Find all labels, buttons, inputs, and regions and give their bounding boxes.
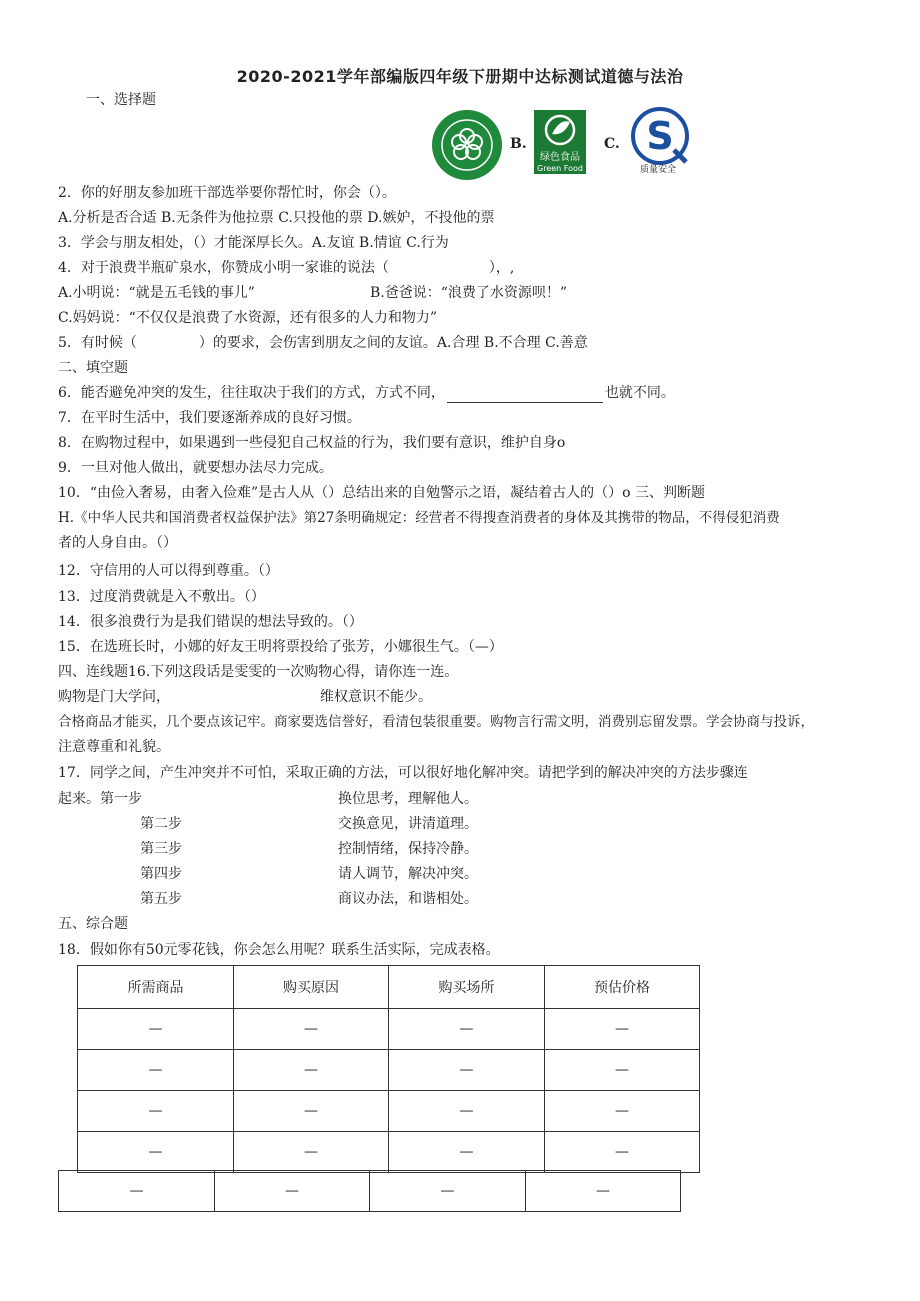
green-food-logo	[534, 110, 586, 174]
match-right: 维权意识不能少。	[320, 689, 432, 705]
table-cell[interactable]: —	[545, 1132, 700, 1173]
table-cell[interactable]: —	[545, 1009, 700, 1050]
table-cell[interactable]: —	[389, 1050, 545, 1091]
table-cell[interactable]: —	[234, 1091, 389, 1132]
question-13: 13．过度消费就是入不敷出。（）	[58, 589, 265, 605]
qs-logo	[630, 106, 690, 166]
question-17-cont: 起来。第一步	[58, 791, 142, 807]
question-17: 17．同学之间，产生冲突并不可怕，采取正确的方法，可以很好地化解冲突。请把学到的解决冲突的方法步骤连	[58, 765, 748, 781]
question-4-option-a: A.小明说：“就是五毛钱的事儿”	[58, 285, 255, 301]
table-cell[interactable]: —	[389, 1009, 545, 1050]
table-row	[59, 1171, 681, 1212]
table-cell[interactable]: —	[78, 1132, 234, 1173]
svg-text:S: S	[646, 114, 674, 158]
table-cell[interactable]: —	[59, 1171, 215, 1212]
question-12: 12．守信用的人可以得到尊重。（）	[58, 563, 279, 579]
question-16: 四、连线题16.下列这段话是雯雯的一次购物心得，请你连一连。	[58, 664, 459, 680]
question-6-text: 6．能否避免冲突的发生，往往取决于我们的方式，方式不同，	[58, 385, 445, 401]
section-comprehensive: 五、综合题	[58, 916, 128, 932]
method-4: 请人调节，解决冲突。	[338, 866, 478, 882]
question-6-end: 也就不同。	[604, 385, 675, 401]
table-row	[78, 1009, 700, 1050]
method-3: 控制情绪，保持冷静。	[338, 841, 478, 857]
question-5-end: ）的要求，会伤害到朋友之间的友谊。A.合理 B.不合理 C.善意	[198, 335, 588, 351]
green-food-en: Green Food	[537, 164, 583, 173]
table-header-reason: 购买原因	[234, 966, 389, 1009]
table-cell[interactable]: —	[78, 1091, 234, 1132]
step-4: 第四步	[140, 866, 182, 882]
question-10: 10．“由俭入奢易，由奢入俭难”是古人从（）总结出来的自勉警示之语，凝结着古人的（）o 三、判断题	[58, 485, 706, 501]
table-cell[interactable]: —	[234, 1050, 389, 1091]
question-4-text: 4．对于浪费半瓶矿泉水，你赞成小明一家谁的说法（	[58, 260, 389, 276]
question-14: 14．很多浪费行为是我们错误的想法导致的。（）	[58, 614, 363, 630]
budget-table-extra	[58, 1170, 681, 1212]
leaf-icon	[534, 110, 586, 148]
question-5-text: 5．有时候（	[58, 335, 137, 351]
method-1: 换位思考，理解他人。	[338, 791, 478, 807]
table-cell[interactable]: —	[234, 1009, 389, 1050]
answer-blank[interactable]	[447, 386, 603, 403]
table-cell[interactable]: —	[78, 1009, 234, 1050]
question-4	[58, 258, 514, 278]
budget-table	[77, 965, 700, 1173]
question-7: 7．在平时生活中，我们要逐渐养成的良好习惯。	[58, 410, 361, 426]
table-cell[interactable]: —	[370, 1171, 526, 1212]
question-18: 18．假如你有50元零花钱，你会怎么用呢？联系生活实际，完成表格。	[58, 942, 500, 958]
option-b-label: B.	[510, 136, 527, 152]
table-cell[interactable]: —	[234, 1132, 389, 1173]
table-cell[interactable]: —	[526, 1171, 681, 1212]
qs-caption: 质量安全	[640, 165, 677, 175]
question-4-option-c: C.妈妈说：“不仅仅是浪费了水资源，还有很多的人力和物力”	[58, 310, 437, 326]
question-11: H.《中华人民共和国消费者权益保护法》第27条明确规定：经营者不得搜查消费者的身体及其携带的物品，不得侵犯消费	[58, 510, 780, 526]
question-6	[58, 383, 675, 403]
section-fill: 二、填空题	[58, 360, 128, 376]
question-11-cont: 者的人身自由。（）	[58, 535, 177, 551]
question-8: 8．在购物过程中，如果遇到一些侵犯自己权益的行为，我们要有意识，维护自身o	[58, 435, 566, 451]
method-5: 商议办法，和谐相处。	[338, 891, 478, 907]
table-header-row	[78, 966, 700, 1009]
question-5	[58, 333, 588, 353]
question-9: 9．一旦对他人做出，就要想办法尽力完成。	[58, 460, 333, 476]
table-header-price: 预估价格	[545, 966, 700, 1009]
green-food-cn: 绿色食品	[540, 152, 580, 163]
table-cell[interactable]: —	[389, 1091, 545, 1132]
table-cell[interactable]: —	[215, 1171, 370, 1212]
table-row	[78, 1050, 700, 1091]
table-header-goods: 所需商品	[78, 966, 234, 1009]
question-2: 2．你的好朋友参加班干部选举要你帮忙时，你会（）。	[58, 185, 396, 201]
page-title: 2020-2021学年部编版四年级下册期中达标测试道德与法治	[236, 67, 684, 86]
table-cell[interactable]: —	[545, 1050, 700, 1091]
table-header-place: 购买场所	[389, 966, 545, 1009]
question-15: 15．在选班长时，小娜的好友王明将票投给了张芳，小娜很生气。（—）	[58, 639, 503, 655]
question-3: 3．学会与朋友相处，（）才能深厚长久。A.友谊 B.情谊 C.行为	[58, 235, 449, 251]
question-16-paragraph-cont: 注意尊重和礼貌。	[58, 739, 170, 755]
step-2: 第二步	[140, 816, 182, 832]
table-cell[interactable]: —	[78, 1050, 234, 1091]
question-4-end: ），,	[488, 260, 515, 276]
table-cell[interactable]: —	[389, 1132, 545, 1173]
table-row	[78, 1091, 700, 1132]
match-left: 购物是门大学问，	[58, 689, 170, 705]
environment-label-logo	[430, 108, 504, 182]
step-5: 第五步	[140, 891, 182, 907]
method-2: 交换意见，讲清道理。	[338, 816, 478, 832]
table-cell[interactable]: —	[545, 1091, 700, 1132]
question-4-option-b: B.爸爸说：“浪费了水资源呗！”	[370, 285, 568, 301]
section-choice: 一、选择题	[86, 92, 156, 108]
table-row	[78, 1132, 700, 1173]
question-16-paragraph: 合格商品才能买，几个要点该记牢。商家要选信誉好，看清包装很重要。购物言行需文明，消费别忘留发票。学会协商与投诉，	[58, 714, 814, 730]
step-3: 第三步	[140, 841, 182, 857]
question-2-options: A.分析是否合适 B.无条件为他拉票 C.只投他的票 D.嫉妒，不投他的票	[58, 210, 495, 226]
option-c-label: C.	[604, 136, 620, 152]
